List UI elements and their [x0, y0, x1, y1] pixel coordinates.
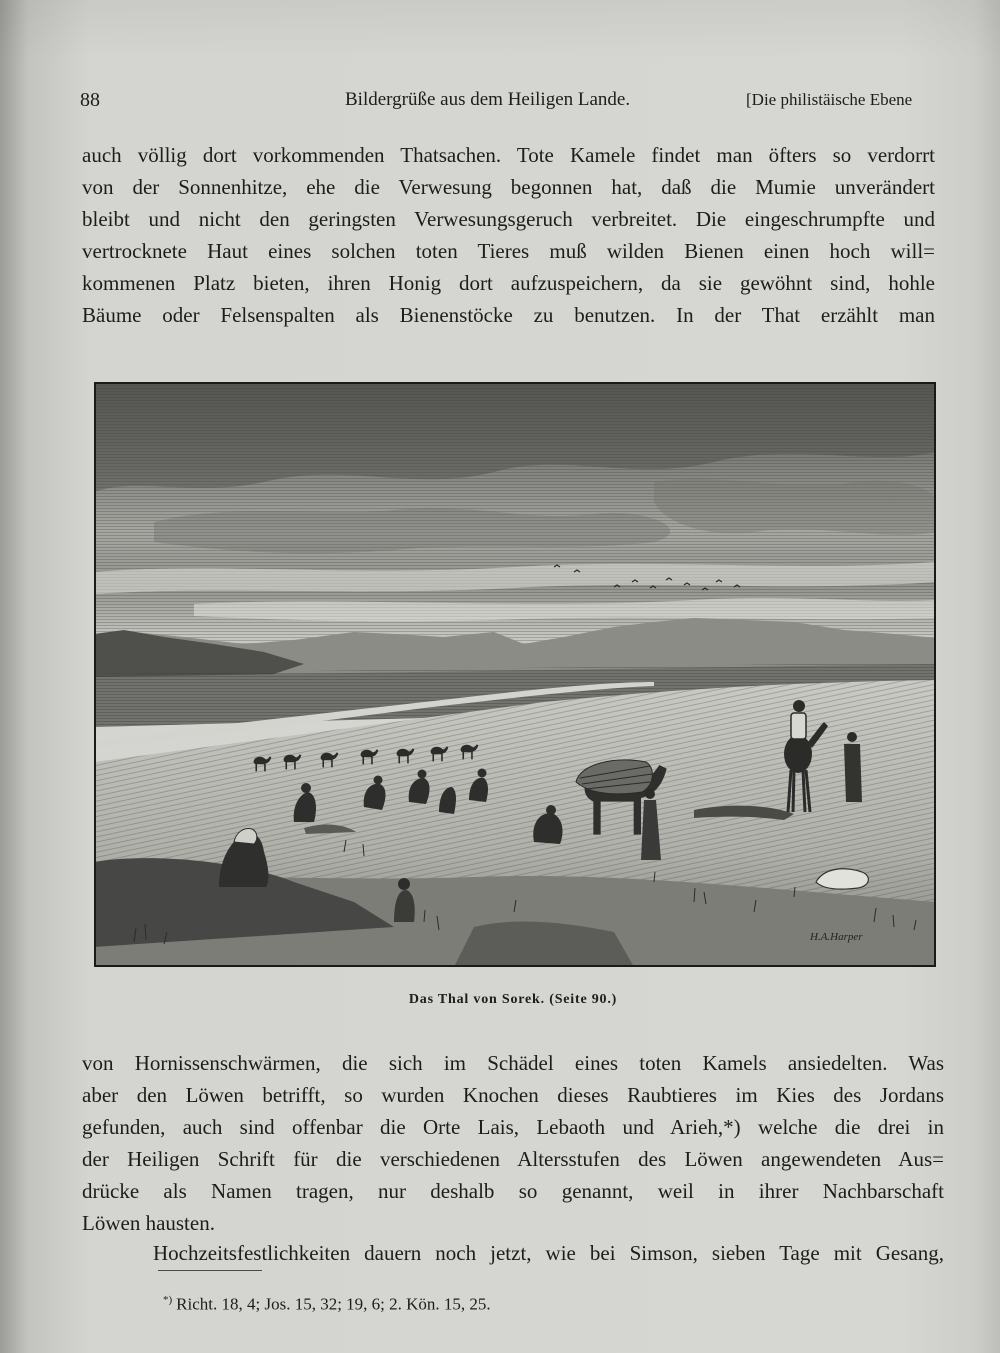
body-line: vertrocknete Haut eines solchen toten Tieres muß wilden Bienen einen hoch will=	[82, 239, 935, 263]
body-line: von der Sonnenhitze, ehe die Verwesung begonnen hat, daß die Mumie unverändert	[82, 175, 935, 199]
body-line: bleibt und nicht den geringsten Verwesungsgeruch verbreitet. Die eingeschrumpfte und	[82, 207, 935, 231]
footnote-marker: *)	[163, 1294, 173, 1306]
illustration	[94, 382, 936, 967]
foreground-figure-head	[398, 878, 410, 890]
body-line: Löwen hausten.	[82, 1211, 215, 1235]
body-line: aber den Löwen betrifft, so wurden Knochen dieses Raubtieres im Kies des Jordans	[82, 1083, 944, 1107]
body-line: Bäume oder Felsenspalten als Bienenstöcke zu benutzen. In der That erzählt man	[82, 303, 935, 327]
footnote	[163, 1288, 491, 1317]
harvester-head	[418, 770, 427, 779]
footnote-rule	[158, 1270, 262, 1271]
paragraph-2	[82, 1047, 944, 1239]
section-title: [Die philistäische Ebene	[746, 90, 913, 109]
standing-man-head	[847, 732, 857, 742]
figure-caption: Das Thal von Sorek. (Seite 90.)	[408, 992, 618, 1007]
rider-camel-body	[784, 735, 812, 773]
harvester-head	[478, 769, 487, 778]
kneeling-figure-head	[546, 805, 556, 815]
artist-signature: H.A.Harper	[810, 931, 863, 943]
paragraph-1	[82, 139, 935, 331]
body-line: gefunden, auch sind offenbar die Orte Lais, Lebaoth und Arieh,*) welche die drei in	[82, 1115, 944, 1139]
body-line: drücke als Namen tragen, nur deshalb so genannt, weil in ihrer Nachbarschaft	[82, 1179, 944, 1203]
harvester-head	[301, 783, 311, 793]
body-line: von Hornissenschwärmen, die sich im Schädel eines toten Kamels ansiedelten. Was	[82, 1051, 944, 1075]
body-line: der Heiligen Schrift für die verschiedenen Altersstufen des Löwen angewendeten Aus=	[82, 1147, 944, 1171]
page-number: 88	[80, 89, 100, 111]
rider-head	[793, 700, 805, 712]
body-line: auch völlig dort vorkommenden Thatsachen. Tote Kamele findet man öfters so verdorrt	[82, 143, 935, 167]
standing-man-body	[844, 744, 862, 802]
paragraph-3	[153, 1237, 944, 1269]
running-title: Bildergrüße aus dem Heiligen Lande.	[345, 89, 631, 110]
body-line: kommenen Platz bieten, ihren Honig dort aufzuspeichern, da sie gewöhnt sind, hohle	[82, 271, 935, 295]
body-line: Hochzeitsfestlichkeiten dauern noch jetzt, wie bei Simson, sieben Tage mit Gesang,	[153, 1241, 944, 1265]
harvester-head	[374, 776, 383, 785]
camel-driver-head	[645, 789, 655, 799]
cloud	[654, 479, 936, 535]
engraving-valley-of-sorek	[94, 382, 936, 967]
footnote-text: Richt. 18, 4; Jos. 15, 32; 19, 6; 2. Kön. 15, 25.	[176, 1294, 491, 1314]
rider	[791, 713, 806, 739]
